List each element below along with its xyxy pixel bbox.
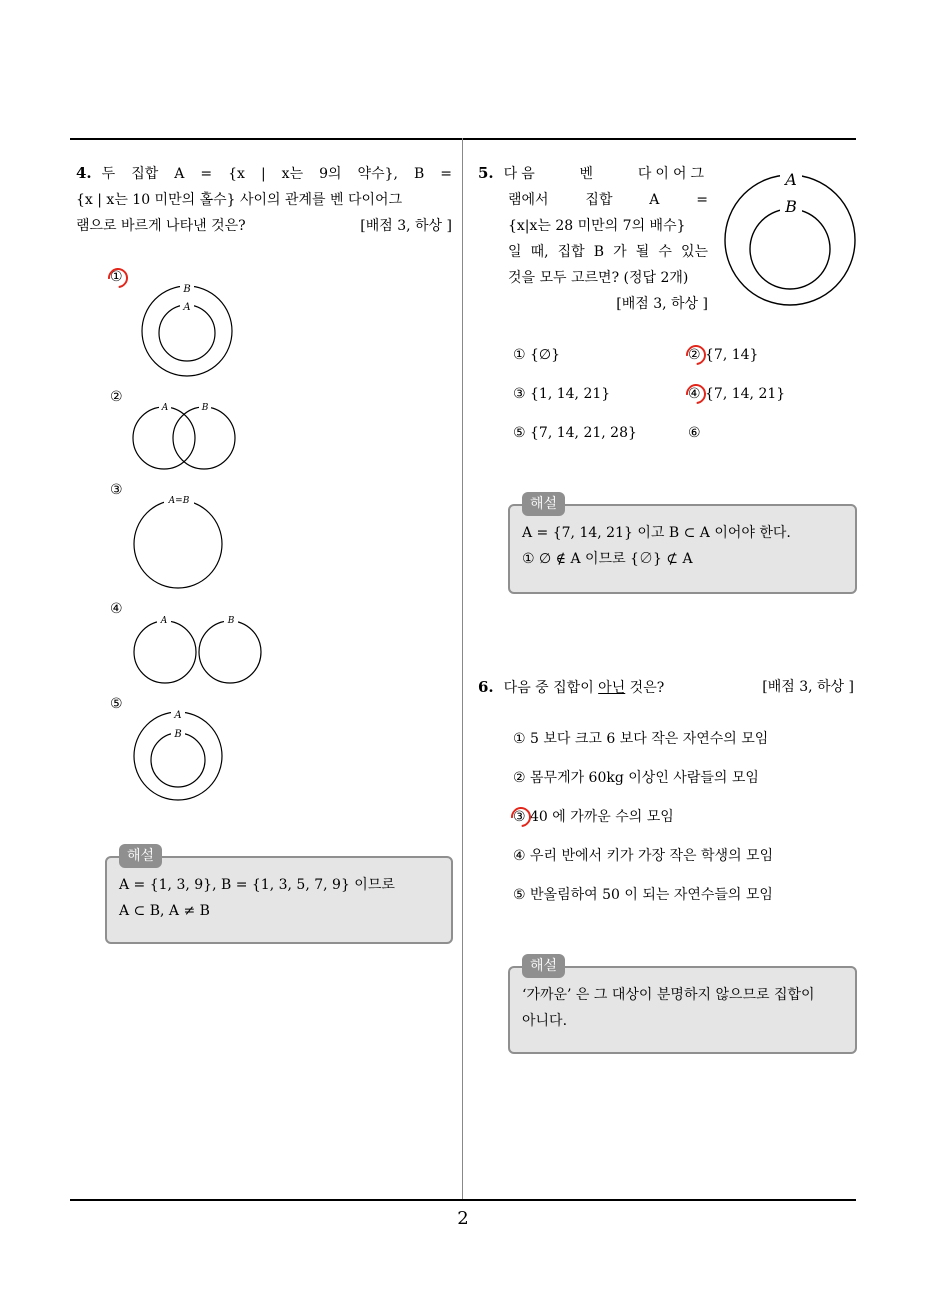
q5-line4 [478,239,708,265]
q6-option-2[interactable] [513,769,759,787]
q4-line1-text: 두 집합 A = {x | x는 9의 약수}, B = [101,166,452,182]
q4-o1-label-a: A [183,302,191,313]
q5-label-a: A [785,170,797,189]
q5-line2-text: 램에서 집합 A = [508,192,708,208]
q5-number: 5. [478,164,494,182]
q5-line4-text: 일 때, 집합 B 가 될 수 있는 [508,244,708,260]
q4-explanation-box [105,848,453,944]
q5-line1 [478,160,708,187]
q4-o1-outer-circle [142,286,232,376]
q4-o4-label-a: A [160,616,168,626]
q6-option-2-number: ② [513,770,526,786]
q4-o4-label-b: B [227,616,235,626]
q5-option-4-text: {7, 14, 21} [705,386,786,402]
q6-text-before: 다음 중 집합이 [503,680,599,696]
q4-o2-label-a: A [161,403,169,413]
q4-option-2-diagram[interactable] [128,398,240,474]
q6-option-2-text: 몸무게가 60kg 이상인 사람들의 모임 [530,770,759,786]
q5-explanation-box [508,496,857,594]
q4-o4-left-circle [134,621,196,683]
q4-o5-label-b: B [174,729,182,740]
q5-line3: {x|x는 28 미만의 7의 배수} [508,218,686,234]
q4-line3 [76,213,452,239]
q6-number: 6. [478,678,494,696]
q4-option-5-number[interactable]: ⑤ [110,696,123,712]
q6-option-4-text: 우리 반에서 키가 가장 작은 학생의 모임 [530,848,774,864]
q6-explanation-line1: ‘가까운’ 은 그 대상이 분명하지 않으므로 집합이 [522,987,815,1003]
q4-number: 4. [76,164,92,182]
q4-o2-right-circle [173,407,235,469]
column-divider [462,138,463,1200]
q6-explanation-box [508,958,857,1054]
q4-explanation-line2: A ⊂ B, A ≠ B [119,903,210,919]
q6-option-5-text: 반올림하여 50 이 되는 자연수들의 모임 [530,887,773,903]
q4-o2-label-b: B [201,403,209,413]
q4-score: [배점 3, 하상 ] [360,218,452,234]
q5-option-3-number: ③ [513,386,526,402]
q6-option-3[interactable] [513,808,674,826]
q5-option-5-text: {7, 14, 21, 28} [530,425,637,441]
bottom-rule [70,1199,856,1201]
q6-option-3-number: ③ [513,809,526,825]
q4-explanation-tag: 해설 [119,844,162,868]
q5-option-6-number: ⑥ [688,425,701,441]
q5-option-6[interactable] [688,424,705,442]
q6-option-3-text: 40 에 가까운 수의 모임 [530,809,674,825]
q5-option-4-number: ④ [688,386,701,402]
q5-option-2-text: {7, 14} [705,347,759,363]
q4-o1-label-b: B [183,284,191,295]
q5-stem [478,160,708,317]
q4-line1 [76,160,452,187]
q5-label-b: B [785,197,797,216]
q4-o4-right-circle [199,621,261,683]
q6-option-1[interactable] [513,730,768,748]
q5-line2 [478,187,708,213]
q4-line3-text: 램으로 바르게 나타낸 것은? [76,218,246,234]
q5-option-3-text: {1, 14, 21} [530,386,611,402]
q5-option-5-number: ⑤ [513,425,526,441]
q4-o3-circle [134,500,222,588]
q5-inner-circle [750,209,830,289]
q4-o2-left-circle [133,407,195,469]
q4-o5-inner-circle [151,733,205,787]
q4-option-4-diagram[interactable] [128,610,268,686]
q4-option-4-number[interactable]: ④ [110,601,123,617]
q5-option-1-text: {∅} [530,347,561,363]
q5-option-1-number: ① [513,347,526,363]
q6-option-5-number: ⑤ [513,887,526,903]
q5-explanation-line2: ① ∅ ∉ A 이므로 {∅} ⊄ A [522,551,693,567]
q6-text-underlined: 아닌 [598,680,626,696]
q4-explanation-line1: A = {1, 3, 9}, B = {1, 3, 5, 7, 9} 이므로 [119,877,395,893]
q5-score: [배점 3, 하상 ] [616,296,708,312]
q5-option-5[interactable] [513,424,637,442]
q6-text-after: 것은? [625,680,665,696]
q4-option-3-number[interactable]: ③ [110,482,123,498]
q4-stem [76,160,452,239]
q6-option-4-number: ④ [513,848,526,864]
q6-option-4[interactable] [513,847,773,865]
q4-o1-inner-circle [159,305,215,361]
q4-o5-label-a: A [174,710,182,721]
q4-line2: {x | x는 10 미만의 홀수} 사이의 관계를 벤 다이어그 [76,192,403,208]
q5-explanation-tag: 해설 [522,492,565,516]
q4-option-3-diagram[interactable] [128,490,232,590]
q4-answer-mark [104,264,132,292]
q4-o3-label: A=B [168,496,190,506]
q4-option-2-number[interactable]: ② [110,389,123,405]
q4-option-1-diagram[interactable] [140,282,240,380]
q5-option-2-number: ② [688,347,701,363]
q6-option-1-number: ① [513,731,526,747]
q5-option-1[interactable] [513,346,560,364]
q5-outer-circle [725,175,855,305]
q6-stem [478,674,854,701]
top-rule [70,138,856,140]
q6-option-1-text: 5 보다 크고 6 보다 작은 자연수의 모임 [530,731,769,747]
q4-option-1-number[interactable]: ① [110,269,123,285]
q6-explanation-tag: 해설 [522,954,565,978]
q5-venn-diagram [720,166,862,312]
q6-explanation-line2: 아니다. [522,1013,568,1029]
q4-option-5-diagram[interactable] [128,706,232,802]
page-number: 2 [457,1208,469,1229]
q6-score: [배점 3, 하상 ] [762,679,854,695]
q5-line1-text: 다음 벤 다이어그 [503,166,708,182]
q5-line5: 것을 모두 고르면? (정답 2개) [508,270,689,286]
q6-option-5[interactable] [513,886,773,904]
q5-option-3[interactable] [513,385,610,403]
q5-explanation-line1: A = {7, 14, 21} 이고 B ⊂ A 이어야 한다. [522,525,791,541]
